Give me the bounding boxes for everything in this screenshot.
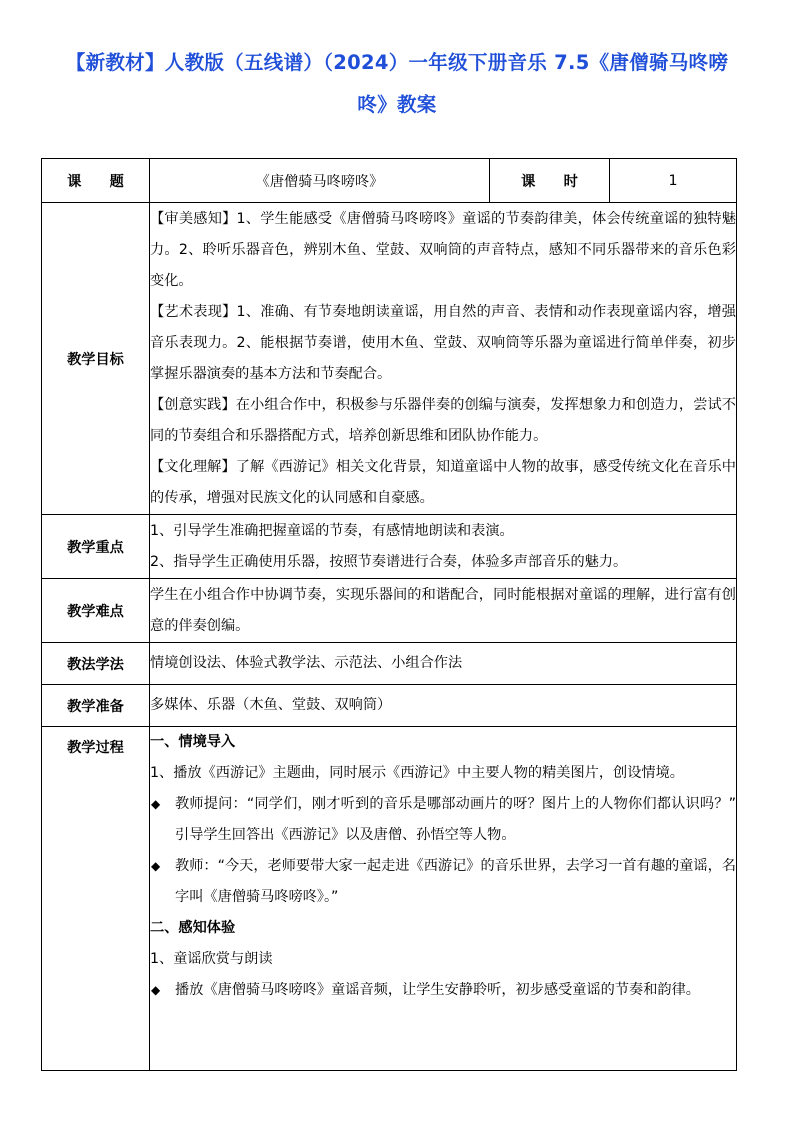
key-points-content — [150, 515, 737, 579]
bullet-text: 教师提问：“同学们，刚才听到的音乐是哪部动画片的呀？图片上的人物你们都认识吗？” 引导学生回答出《西游记》以及唐僧、孙悟空等人物。 — [175, 796, 736, 843]
methods-content: 情境创设法、体验式教学法、示范法、小组合作法 — [150, 643, 737, 685]
topic-label: 课 题 — [42, 159, 150, 203]
process-step: 1、播放《西游记》主题曲，同时展示《西游记》中主要人物的精美图片，创设情境。 — [150, 765, 684, 781]
preparation-label: 教学准备 — [42, 685, 150, 727]
title-line-1: 【新教材】人教版（五线谱）（2024）一年级下册音乐 7.5《唐僧骑马咚嗙 — [65, 51, 729, 74]
objective-expression: 【艺术表现】1、准确、有节奏地朗读童谣，用自然的声音、表情和动作表现童谣内容，增强音乐表现力。2、能根据节奏谱，使用木鱼、堂鼓、双响筒等乐器为童谣进行简单伴奏，初步掌握乐器演奏的基本方法和节奏配合。 — [150, 303, 736, 382]
methods-row — [42, 643, 737, 685]
section-title: 二、感知体验 — [150, 920, 236, 936]
objective-creative: 【创意实践】在小组合作中，积极参与乐器伴奏的创编与演奏，发挥想象力和创造力，尝试不同的节奏组合和乐器搭配方式，培养创新思维和团队协作能力。 — [150, 396, 736, 444]
key-point-item: 1、引导学生准确把握童谣的节奏，有感情地朗读和表演。 — [150, 522, 514, 539]
difficulties-content: 学生在小组合作中协调节奏，实现乐器间的和谐配合，同时能根据对童谣的理解，进行富有创意的伴奏创编。 — [150, 579, 737, 643]
hours-label: 课 时 — [490, 159, 610, 203]
preparation-row — [42, 685, 737, 727]
difficulties-row — [42, 579, 737, 643]
process-row — [42, 727, 737, 1071]
process-bullet — [150, 789, 736, 851]
process-content — [150, 727, 737, 1071]
hours-value: 1 — [610, 159, 737, 203]
preparation-content: 多媒体、乐器（木鱼、堂鼓、双响筒） — [150, 685, 737, 727]
diamond-bullet-icon: ◆ — [151, 797, 161, 811]
objective-culture: 【文化理解】了解《西游记》相关文化背景，知道童谣中人物的故事，感受传统文化在音乐中的传承，增强对民族文化的认同感和自豪感。 — [150, 458, 736, 506]
process-step: 1、童谣欣赏与朗读 — [150, 951, 273, 967]
bullet-text: 播放《唐僧骑马咚嗙咚》童谣音频，让学生安静聆听，初步感受童谣的节奏和韵律。 — [175, 982, 700, 998]
objective-aesthetic: 【审美感知】1、学生能感受《唐僧骑马咚嗙咚》童谣的节奏韵律美，体会传统童谣的独特魅力。2、聆听乐器音色，辨别木鱼、堂鼓、双响筒的声音特点，感知不同乐器带来的音乐色彩变化。 — [150, 210, 736, 289]
objectives-row — [42, 203, 737, 515]
process-label: 教学过程 — [42, 727, 150, 1071]
diamond-bullet-icon: ◆ — [151, 983, 161, 997]
header-row — [42, 159, 737, 203]
topic-value: 《唐僧骑马咚嗙咚》 — [150, 159, 490, 203]
objectives-content — [150, 203, 737, 515]
diamond-bullet-icon: ◆ — [151, 859, 161, 873]
title-line-2: 咚》教案 — [357, 93, 437, 116]
objectives-label: 教学目标 — [42, 203, 150, 515]
key-points-label: 教学重点 — [42, 515, 150, 579]
section-title: 一、情境导入 — [150, 734, 236, 750]
methods-label: 教法学法 — [42, 643, 150, 685]
key-point-item: 2、指导学生正确使用乐器，按照节奏谱进行合奏，体验多声部音乐的魅力。 — [150, 553, 628, 570]
document-title — [40, 42, 754, 126]
lesson-plan-table — [41, 158, 737, 1071]
process-bullet — [150, 851, 736, 913]
difficulties-label: 教学难点 — [42, 579, 150, 643]
key-points-row — [42, 515, 737, 579]
bullet-text: 教师：“今天，老师要带大家一起走进《西游记》的音乐世界，去学习一首有趣的童谣，名字叫《唐僧骑马咚嗙咚》。” — [175, 858, 736, 905]
process-bullet — [150, 975, 736, 1006]
